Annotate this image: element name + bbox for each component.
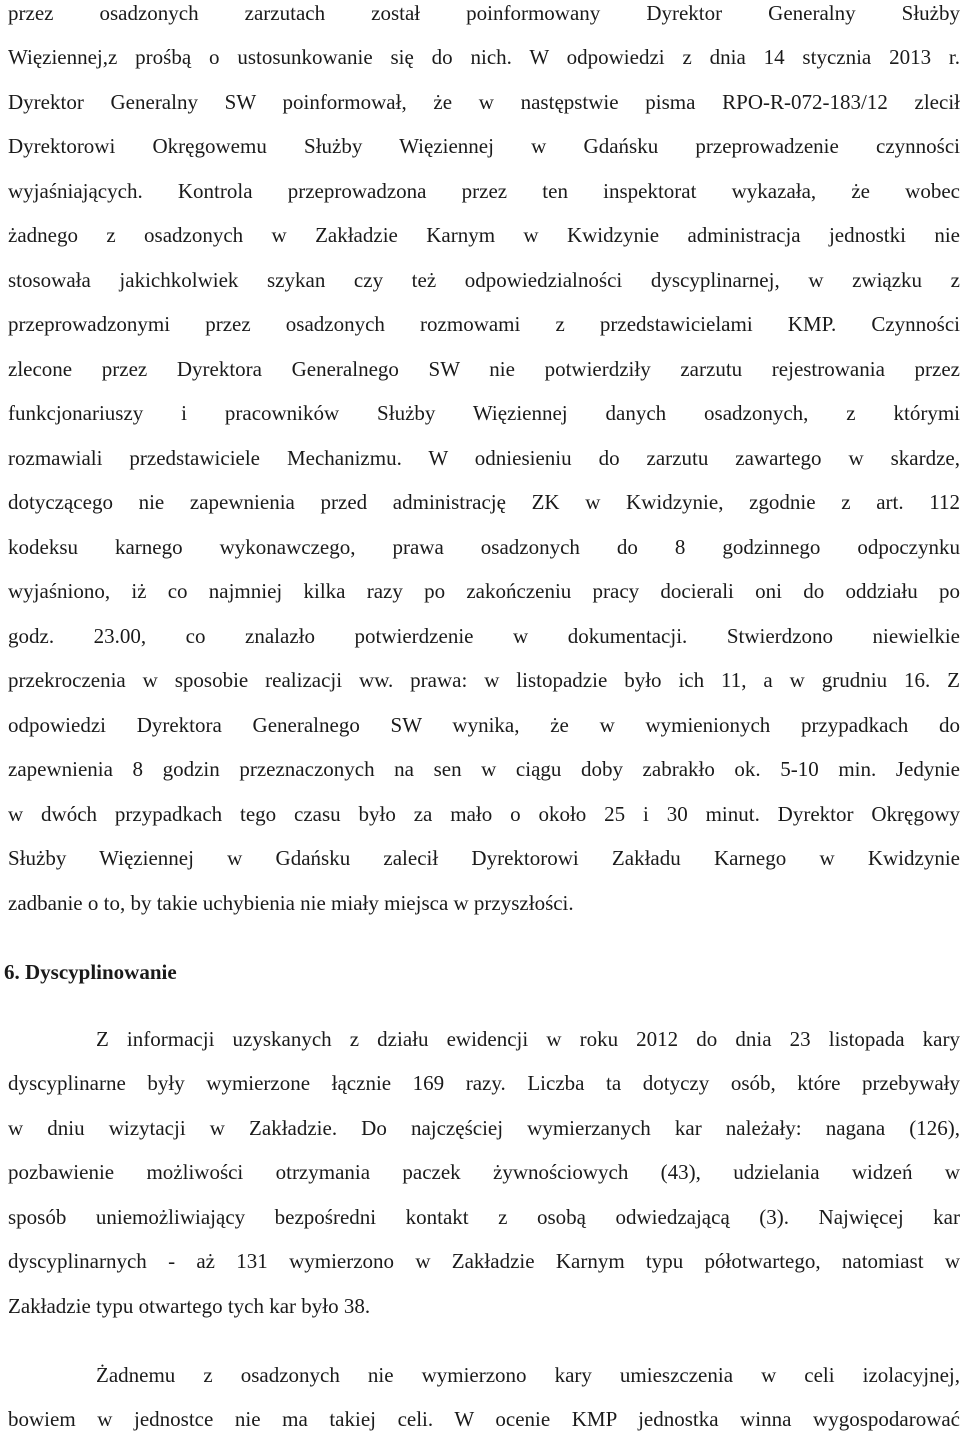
paragraph-line: odpowiedzi Dyrektora Generalnego SW wynika, że w wymienionych przypadkach do: [8, 713, 960, 737]
paragraph-line: zlecone przez Dyrektora Generalnego SW nie potwierdziły zarzutu rejestrowania przez: [8, 357, 960, 381]
paragraph-line: pozbawienie możliwości otrzymania paczek żywnościowych (43), udzielania widzeń w: [8, 1160, 960, 1184]
paragraph-line: w dniu wizytacji w Zakładzie. Do najczęściej wymierzanych kar należały: nagana (126),: [8, 1116, 960, 1140]
paragraph-line: przeprowadzonymi przez osadzonych rozmowami z przedstawicielami KMP. Czynności: [8, 312, 960, 336]
paragraph-line: rozmawiali przedstawiciele Mechanizmu. W odniesieniu do zarzutu zawartego w skardze,: [8, 446, 960, 470]
paragraph-line: dyscyplinarne były wymierzone łącznie 169 razy. Liczba ta dotyczy osób, które przebywały: [8, 1071, 960, 1095]
paragraph-line: Żadnemu z osadzonych nie wymierzono kary umieszczenia w celi izolacyjnej,: [96, 1363, 960, 1387]
paragraph-line: Więziennej,z prośbą o ustosunkowanie się do nich. W odpowiedzi z dnia 14 stycznia 2013 r.: [8, 45, 960, 69]
paragraph-line: dotyczącego nie zapewnienia przed administrację ZK w Kwidzynie, zgodnie z art. 112: [8, 490, 960, 514]
paragraph-line: wyjaśniających. Kontrola przeprowadzona przez ten inspektorat wykazała, że wobec: [8, 179, 960, 203]
paragraph-line: Zakładzie typu otwartego tych kar było 38.: [8, 1294, 371, 1318]
paragraph-line: dyscyplinarnych - aż 131 wymierzono w Zakładzie Karnym typu półotwartego, natomiast w: [8, 1249, 960, 1273]
paragraph-line: bowiem w jednostce nie ma takiej celi. W ocenie KMP jednostka winna wygospodarować: [8, 1407, 960, 1431]
paragraph-line: Służby Więziennej w Gdańsku zalecił Dyrektorowi Zakładu Karnego w Kwidzynie: [8, 846, 960, 870]
paragraph-line: Dyrektorowi Okręgowemu Służby Więziennej w Gdańsku przeprowadzenie czynności: [8, 134, 960, 158]
paragraph-line: stosowała jakichkolwiek szykan czy też odpowiedzialności dyscyplinarnej, w związku z: [8, 268, 960, 292]
section-heading: 6. Dyscyplinowanie: [4, 960, 177, 984]
paragraph-line: przekroczenia w sposobie realizacji ww. prawa: w listopadzie było ich 11, a w grudniu 16. Z: [8, 668, 960, 692]
paragraph-line: zapewnienia 8 godzin przeznaczonych na sen w ciągu doby zabrakło ok. 5-10 min. Jedynie: [8, 757, 960, 781]
paragraph-line: żadnego z osadzonych w Zakładzie Karnym w Kwidzynie administracja jednostki nie: [8, 223, 960, 247]
paragraph-line: kodeksu karnego wykonawczego, prawa osadzonych do 8 godzinnego odpoczynku: [8, 535, 960, 559]
paragraph-line: Z informacji uzyskanych z działu ewidencji w roku 2012 do dnia 23 listopada kary: [96, 1027, 960, 1051]
paragraph-line: zadbanie o to, by takie uchybienia nie miały miejsca w przyszłości.: [8, 891, 574, 915]
paragraph-line: sposób uniemożliwiający bezpośredni kontakt z osobą odwiedzającą (3). Najwięcej kar: [8, 1205, 960, 1229]
paragraph-line: funkcjonariuszy i pracowników Służby Więziennej danych osadzonych, z którymi: [8, 401, 960, 425]
paragraph-line: przez osadzonych zarzutach został poinformowany Dyrektor Generalny Służby: [8, 1, 960, 25]
paragraph-line: wyjaśniono, iż co najmniej kilka razy po zakończeniu pracy docierali oni do oddziału po: [8, 579, 960, 603]
paragraph-line: godz. 23.00, co znalazło potwierdzenie w dokumentacji. Stwierdzono niewielkie: [8, 624, 960, 648]
paragraph-line: w dwóch przypadkach tego czasu było za mało o około 25 i 30 minut. Dyrektor Okręgowy: [8, 802, 960, 826]
paragraph-line: Dyrektor Generalny SW poinformował, że w następstwie pisma RPO-R-072-183/12 zlecił: [8, 90, 960, 114]
